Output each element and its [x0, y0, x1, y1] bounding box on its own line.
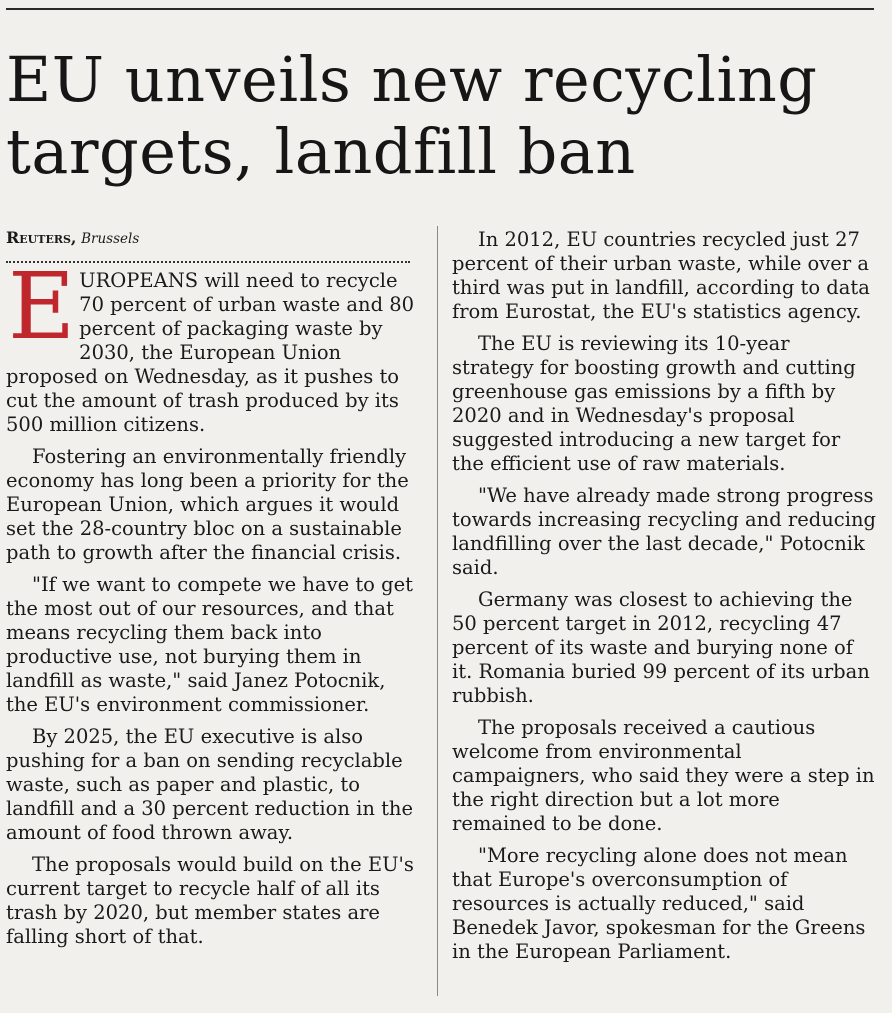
column-divider: [437, 226, 438, 996]
right-column: [452, 228, 877, 972]
body-paragraph: "We have already made strong progress towards increasing recycling and reducing landfilling over the last decade," Potocnik said.: [452, 484, 876, 579]
body-paragraph: Fostering an environmentally friendly economy has long been a priority for the European Union, which argues it would set the 28-country bloc on a sustainable path to growth after the financial crisis.: [6, 445, 409, 564]
body-paragraph: The EU is reviewing its 10-year strategy for boosting growth and cutting greenhouse gas emissions by a fifth by 2020 and in Wednesday's proposal suggested introducing a new target for the efficient use of raw materials.: [452, 332, 856, 475]
drop-cap: E: [8, 253, 76, 360]
body-paragraph: By 2025, the EU executive is also pushing for a ban on sending recyclable waste, such as paper and plastic, to landfill and a 30 percent reduction in the amount of food thrown away.: [6, 725, 414, 844]
left-column: [6, 228, 421, 957]
body-paragraph: "If we want to compete we have to get the most out of our resources, and that means recycling them back into productive use, not burying them in landfill as waste," said Janez Potocnik, the EU's environment commissioner.: [6, 573, 413, 716]
byline-location: Brussels: [81, 231, 140, 247]
body-paragraph: "More recycling alone does not mean that Europe's overconsumption of resources is actually reduced," said Benedek Javor, spokesman for the Greens in the European Parliament.: [452, 844, 866, 963]
body-paragraph: The proposals would build on the EU's current target to recycle half of all its trash by 2020, but member states are falling short of that.: [6, 853, 414, 948]
body-paragraph: Germany was closest to achieving the 50 percent target in 2012, recycling 47 percent of its waste and burying none of it. Romania buried 99 percent of its urban rubbish.: [452, 588, 870, 707]
lead-paragraph: [6, 253, 421, 437]
byline-agency: Reuters,: [6, 228, 77, 247]
headline: EU unveils new recycling targets, landfill ban: [6, 43, 818, 188]
body-paragraph: In 2012, EU countries recycled just 27 percent of their urban waste, while over a third was put in landfill, according to data from Eurostat, the EU's statistics agency.: [452, 228, 870, 323]
byline: [6, 228, 421, 249]
top-rule: [6, 8, 874, 10]
body-paragraph: The proposals received a cautious welcome from environmental campaigners, who said they were a step in the right direction but a lot more remained to be done.: [452, 716, 875, 835]
lead-paragraph-text: UROPEANS will need to recycle 70 percent of urban waste and 80 percent of packaging waste by 2030, the European Union proposed on Wednesday, as it pushes to cut the amount of trash produced by its 500 million citizens.: [6, 269, 415, 436]
